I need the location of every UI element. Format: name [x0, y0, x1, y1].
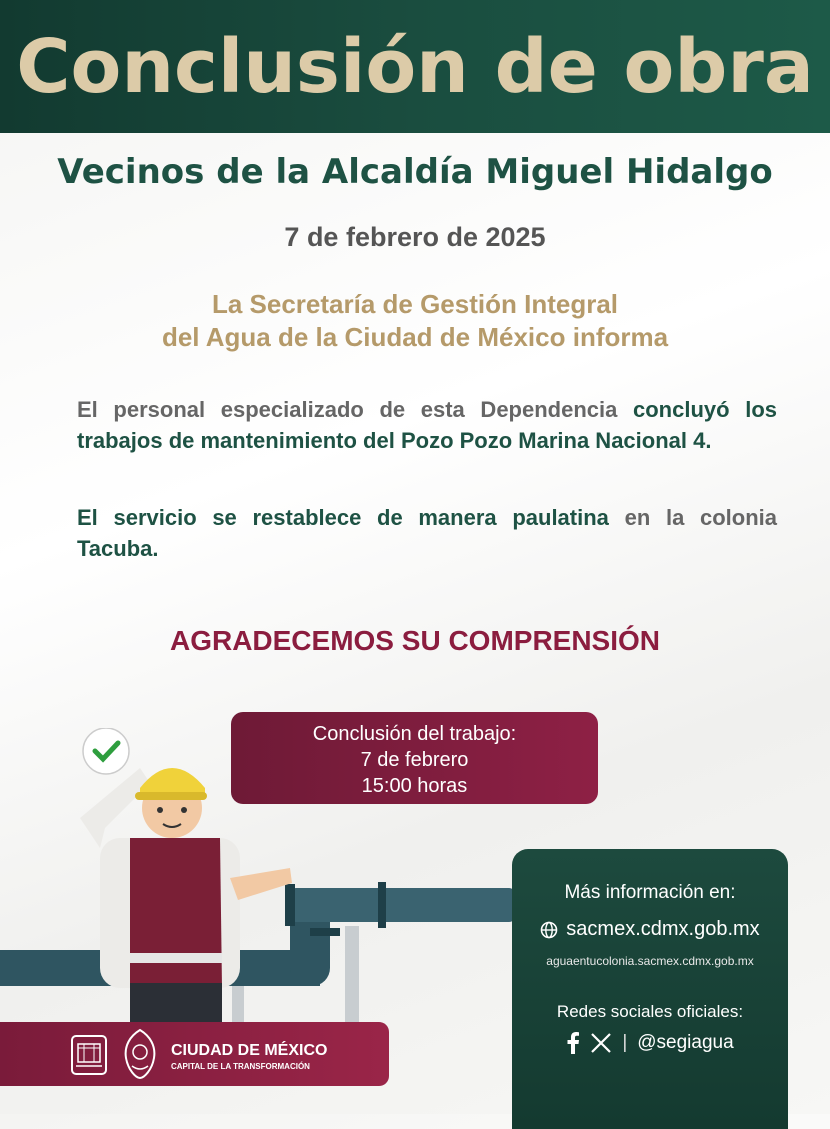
agency-line-1: La Secretaría de Gestión Integral [211, 289, 619, 319]
x-icon[interactable] [590, 1032, 612, 1054]
website-row [512, 918, 788, 941]
separator: | [622, 1032, 628, 1053]
brand-title: CIUDAD DE MÉXICO [171, 1042, 328, 1059]
paragraph-work-completed [77, 394, 777, 456]
check-icon [83, 728, 129, 774]
page-title: Conclusión de obra [16, 23, 814, 110]
paragraph1-normal: El personal especializado de esta Dependencia [77, 397, 633, 422]
conclusion-time: 15:00 horas [361, 775, 468, 797]
paragraph2-highlight2: Tacuba. [77, 536, 159, 561]
website-link-2[interactable]: aguaentucolonia.sacmex.cdmx.gob.mx [546, 954, 754, 968]
date: 7 de febrero de 2025 [284, 222, 546, 252]
website-link[interactable]: sacmex.cdmx.gob.mx [566, 918, 760, 940]
social-label: Redes sociales oficiales: [556, 1002, 744, 1021]
thanks-message: AGRADECEMOS SU COMPRENSIÓN [169, 625, 661, 656]
coat-of-arms-icon [70, 1034, 108, 1076]
social-row [512, 1032, 788, 1054]
globe-icon [540, 921, 558, 939]
brand-bar [0, 1022, 389, 1086]
paragraph1-highlight: concluyó los trabajos de mantenimiento del Pozo Pozo Marina Nacional 4. [77, 397, 777, 453]
social-handle[interactable]: @segiagua [637, 1032, 734, 1053]
conclusion-date: 7 de febrero [360, 749, 469, 771]
brand-subtitle: CAPITAL DE LA TRANSFORMACIÓN [171, 1062, 310, 1071]
subtitle: Vecinos de la Alcaldía Miguel Hidalgo [57, 152, 773, 192]
header-banner [0, 0, 830, 133]
conclusion-info-box [231, 712, 598, 804]
paragraph2-normal: en la colonia [608, 505, 777, 530]
more-info-label: Más información en: [564, 882, 736, 903]
conclusion-label: Conclusión del trabajo: [312, 723, 517, 745]
contact-panel [512, 849, 788, 1129]
paragraph-service-restored [77, 502, 777, 564]
emblem-icon [120, 1028, 160, 1080]
agency-line-2: del Agua de la Ciudad de México informa [161, 322, 669, 352]
paragraph2-highlight: El servicio se restablece de manera paulatina [77, 505, 609, 530]
facebook-icon[interactable] [566, 1032, 580, 1054]
agency-notice [0, 288, 830, 354]
